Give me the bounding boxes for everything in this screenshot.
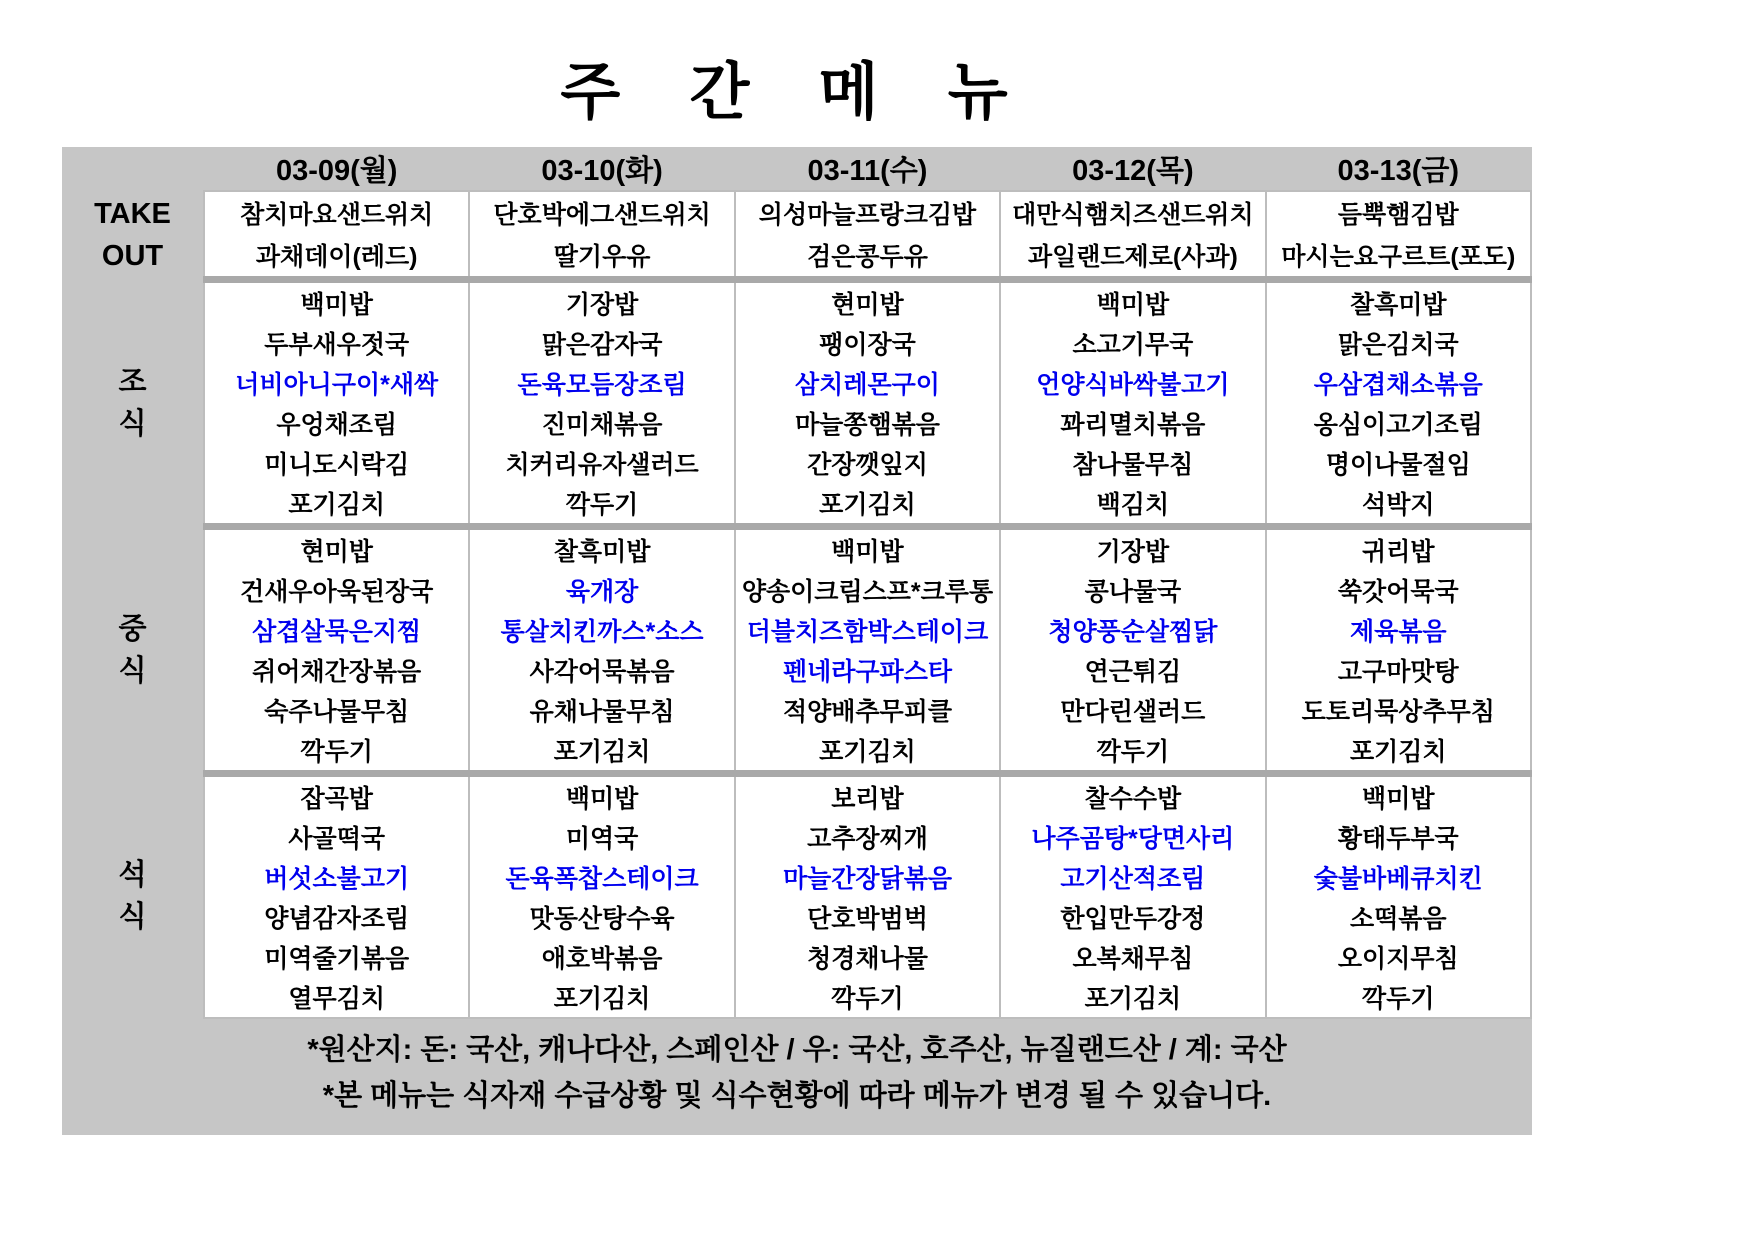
menu-item: 딸기우유 [469, 234, 734, 280]
menu-item: 꽈리멸치볶음 [1000, 403, 1265, 443]
menu-item: 열무김치 [204, 977, 469, 1018]
menu-item: 건새우아욱된장국 [204, 570, 469, 610]
menu-item: 현미밥 [204, 527, 469, 571]
menu-item: 황태두부국 [1266, 817, 1531, 857]
date-header-row [62, 147, 1531, 191]
menu-item: 대만식햄치즈샌드위치 [1000, 191, 1265, 234]
menu-item: 고기산적조림 [1000, 857, 1265, 897]
section-label-breakfast: 조 식 [118, 365, 147, 440]
menu-item: 포기김치 [735, 483, 1000, 527]
menu-item: 양념감자조림 [204, 897, 469, 937]
menu-item: 마시는요구르트(포도) [1266, 234, 1531, 280]
menu-item: 깍두기 [735, 977, 1000, 1018]
menu-item: 미니도시락김 [204, 443, 469, 483]
menu-item: 포기김치 [469, 730, 734, 774]
menu-item: 사각어묵볶음 [469, 650, 734, 690]
menu-item: 명이나물절임 [1266, 443, 1531, 483]
menu-item: 유채나물무침 [469, 690, 734, 730]
menu-item: 과채데이(레드) [204, 234, 469, 280]
menu-item: 만다린샐러드 [1000, 690, 1265, 730]
menu-item: 적양배추무피클 [735, 690, 1000, 730]
menu-item: 고구마맛탕 [1266, 650, 1531, 690]
menu-item: 참나물무침 [1000, 443, 1265, 483]
menu-item: 육개장 [469, 570, 734, 610]
menu-item: 백미밥 [1000, 280, 1265, 324]
menu-item: 치커리유자샐러드 [469, 443, 734, 483]
menu-item: 검은콩두유 [735, 234, 1000, 280]
menu-item: 팽이장국 [735, 323, 1000, 363]
menu-item: 양송이크림스프*크루통 [735, 570, 1000, 610]
date-header: 03-10(화) [541, 155, 663, 187]
change-note: *본 메뉴는 식자재 수급상황 및 식수현황에 따라 메뉴가 변경 될 수 있습니다. [322, 1080, 1272, 1112]
menu-item: 고추장찌개 [735, 817, 1000, 857]
date-header: 03-11(수) [807, 155, 928, 187]
menu-item: 간장깻잎지 [735, 443, 1000, 483]
menu-item: 백미밥 [204, 280, 469, 324]
menu-item: 깍두기 [469, 483, 734, 527]
menu-item: 백김치 [1000, 483, 1265, 527]
menu-item: 포기김치 [1266, 730, 1531, 774]
menu-item: 미역국 [469, 817, 734, 857]
menu-item: 찰수수밥 [1000, 774, 1265, 818]
menu-item: 깍두기 [1266, 977, 1531, 1018]
origin-note: *원산지: 돈: 국산, 캐나다산, 스페인산 / 우: 국산, 호주산, 뉴질랜드산 / 계: 국산 [307, 1034, 1287, 1066]
menu-item: 맛동산탕수육 [469, 897, 734, 937]
menu-item: 쑥갓어묵국 [1266, 570, 1531, 610]
menu-item: 한입만두강정 [1000, 897, 1265, 937]
menu-item: 포기김치 [735, 730, 1000, 774]
footer-notes [62, 1019, 1532, 1135]
menu-item: 돈육폭찹스테이크 [469, 857, 734, 897]
menu-item: 쥐어채간장볶음 [204, 650, 469, 690]
menu-item: 의성마늘프랑크김밥 [735, 191, 1000, 234]
menu-item: 기장밥 [1000, 527, 1265, 571]
menu-item: 사골떡국 [204, 817, 469, 857]
menu-item: 귀리밥 [1266, 527, 1531, 571]
menu-item: 제육볶음 [1266, 610, 1531, 650]
menu-item: 과일랜드제로(사과) [1000, 234, 1265, 280]
menu-item: 단호박에그샌드위치 [469, 191, 734, 234]
menu-table [62, 147, 1532, 1019]
menu-item: 깍두기 [1000, 730, 1265, 774]
menu-item: 도토리묵상추무침 [1266, 690, 1531, 730]
menu-item: 미역줄기볶음 [204, 937, 469, 977]
menu-item: 단호박범벅 [735, 897, 1000, 937]
menu-item: 맑은김치국 [1266, 323, 1531, 363]
menu-item: 숙주나물무침 [204, 690, 469, 730]
menu-item: 애호박볶음 [469, 937, 734, 977]
date-header: 03-09(월) [275, 155, 398, 187]
menu-item: 우삼겹채소볶음 [1266, 363, 1531, 403]
section-label-dinner: 석 식 [118, 858, 147, 933]
menu-item: 백미밥 [1266, 774, 1531, 818]
corner-cell [62, 147, 204, 191]
menu-item: 기장밥 [469, 280, 734, 324]
menu-item: 포기김치 [469, 977, 734, 1018]
menu-item: 마늘쫑햄볶음 [735, 403, 1000, 443]
menu-item: 돈육모듬장조림 [469, 363, 734, 403]
menu-item: 숯불바베큐치킨 [1266, 857, 1531, 897]
menu-item: 버섯소불고기 [204, 857, 469, 897]
page-title: 주 간 메 뉴 [560, 58, 1034, 127]
menu-item: 오이지무침 [1266, 937, 1531, 977]
menu-item: 삼겹살묵은지찜 [204, 610, 469, 650]
menu-item: 오복채무침 [1000, 937, 1265, 977]
menu-item: 찰흑미밥 [469, 527, 734, 571]
menu-item: 연근튀김 [1000, 650, 1265, 690]
menu-item: 삼치레몬구이 [735, 363, 1000, 403]
menu-item: 소떡볶음 [1266, 897, 1531, 937]
menu-item: 두부새우젓국 [204, 323, 469, 363]
menu-item: 마늘간장닭볶음 [735, 857, 1000, 897]
menu-item: 통살치킨까스*소스 [469, 610, 734, 650]
section-label-takeout: TAKE OUT [94, 198, 171, 273]
menu-item: 진미채볶음 [469, 403, 734, 443]
menu-item: 깍두기 [204, 730, 469, 774]
menu-item: 콩나물국 [1000, 570, 1265, 610]
menu-item: 잡곡밥 [204, 774, 469, 818]
menu-item: 펜네라구파스타 [735, 650, 1000, 690]
menu-item: 청양풍순살찜닭 [1000, 610, 1265, 650]
menu-item: 백미밥 [735, 527, 1000, 571]
menu-table-band [62, 147, 1532, 1135]
menu-item: 옹심이고기조림 [1266, 403, 1531, 443]
menu-item: 포기김치 [1000, 977, 1265, 1018]
menu-item: 현미밥 [735, 280, 1000, 324]
menu-item: 석박지 [1266, 483, 1531, 527]
section-label-lunch: 중 식 [118, 612, 147, 687]
date-header: 03-12(목) [1072, 155, 1194, 187]
menu-item: 소고기무국 [1000, 323, 1265, 363]
menu-item: 백미밥 [469, 774, 734, 818]
menu-item: 맑은감자국 [469, 323, 734, 363]
menu-item: 청경채나물 [735, 937, 1000, 977]
menu-item: 더블치즈함박스테이크 [735, 610, 1000, 650]
menu-item: 참치마요샌드위치 [204, 191, 469, 234]
menu-item: 듬뿍햄김밥 [1266, 191, 1531, 234]
menu-item: 보리밥 [735, 774, 1000, 818]
menu-item: 우엉채조림 [204, 403, 469, 443]
menu-item: 나주곰탕*당면사리 [1000, 817, 1265, 857]
menu-item: 언양식바싹불고기 [1000, 363, 1265, 403]
menu-body [62, 191, 1531, 1018]
menu-item: 너비아니구이*새싹 [204, 363, 469, 403]
menu-item: 포기김치 [204, 483, 469, 527]
menu-item: 찰흑미밥 [1266, 280, 1531, 324]
date-header: 03-13(금) [1337, 155, 1460, 187]
